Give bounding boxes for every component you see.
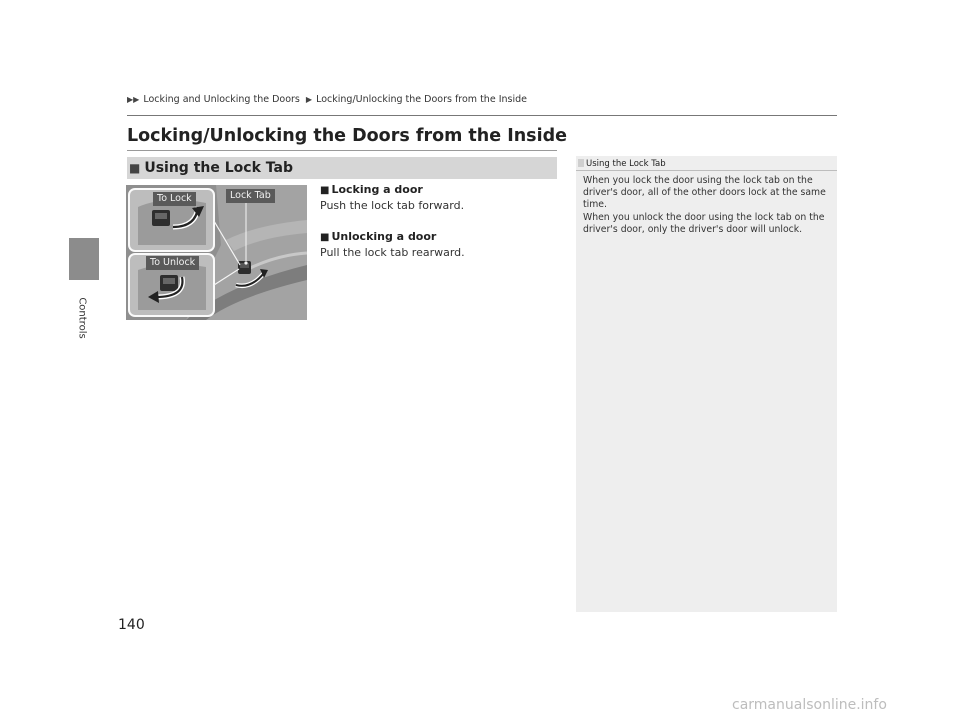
note-paragraph: When you unlock the door using the lock tab on the driver's door, only the driver's door will unlock.	[583, 211, 825, 235]
figure-label-lock-tab: Lock Tab	[226, 189, 275, 203]
note-paragraph: When you lock the door using the lock tab on the driver's door, all of the other doors lock at the same time.	[583, 175, 826, 211]
figure-label-to-lock: To Lock	[153, 192, 196, 206]
note-marker-icon	[578, 159, 584, 167]
breadcrumb-arrow-icon: ▶	[305, 95, 313, 104]
section-title: Using the Lock Tab	[144, 160, 293, 176]
instruction-text: Pull the lock tab rearward.	[320, 246, 465, 259]
square-bullet-icon: ■	[320, 185, 330, 196]
instruction-heading: ■ Unlocking a door	[320, 230, 437, 243]
note-title: Using the Lock Tab	[578, 159, 666, 169]
instruction-heading: ■ Locking a door	[320, 183, 423, 196]
lock-tab-illustration	[126, 185, 307, 320]
chapter-label: Controls	[76, 297, 88, 339]
instruction-text: Push the lock tab forward.	[320, 199, 465, 212]
side-chapter-tab	[69, 238, 99, 280]
note-body	[583, 175, 831, 236]
watermark: carmanualsonline.info	[732, 697, 887, 713]
breadcrumb-item[interactable]: Locking/Unlocking the Doors from the Inside	[316, 94, 527, 105]
square-bullet-icon: ■	[129, 161, 141, 175]
square-bullet-icon: ■	[320, 232, 330, 243]
breadcrumb-item[interactable]: Locking and Unlocking the Doors	[143, 94, 300, 105]
title-divider	[127, 150, 557, 151]
header-divider	[127, 115, 837, 116]
section-header	[127, 157, 557, 179]
figure-label-to-unlock: To Unlock	[146, 256, 199, 270]
page-number: 140	[118, 617, 145, 633]
breadcrumb	[127, 94, 530, 105]
note-divider	[576, 170, 837, 171]
page-title: Locking/Unlocking the Doors from the Inside	[127, 126, 567, 146]
breadcrumb-arrow-icon: ▶▶	[127, 95, 140, 104]
